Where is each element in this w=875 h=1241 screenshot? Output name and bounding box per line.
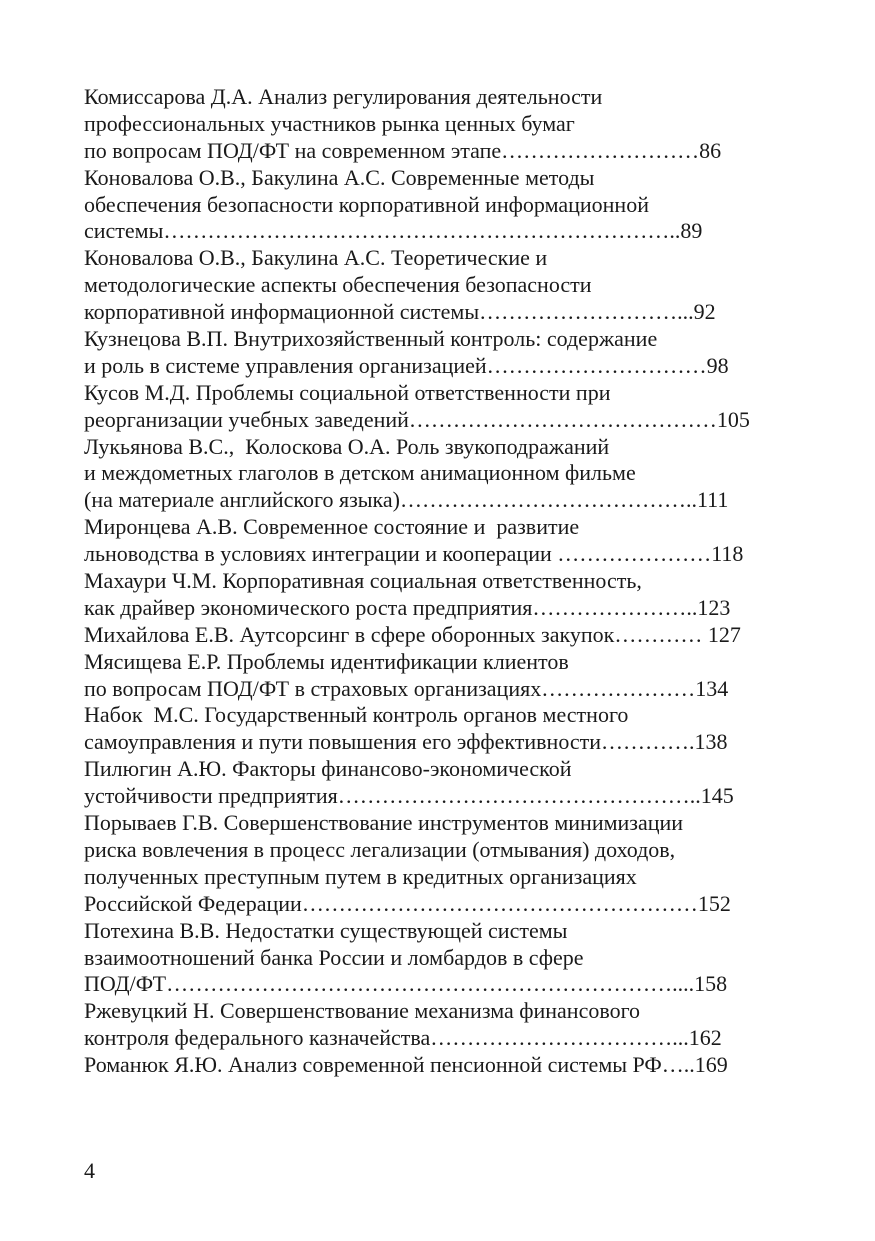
toc-line: Порываев Г.В. Совершенствование инструментов минимизации [84, 810, 684, 836]
toc-entry [84, 514, 776, 568]
toc-line: Коновалова О.В., Бакулина А.С. Теоретические и [84, 245, 548, 271]
toc-line: Кусов М.Д. Проблемы социальной ответственности при [84, 379, 611, 405]
toc-entry [84, 84, 776, 165]
toc-entry [84, 326, 776, 380]
toc-line: профессиональных участников рынка ценных бумаг [84, 110, 575, 136]
toc-line: Комиссарова Д.А. Анализ регулирования деятельности [84, 84, 603, 109]
toc-line: реорганизации учебных заведений……………………………………105 [84, 406, 750, 432]
toc-line: Миронцева А.В. Современное состояние и развитие [84, 514, 580, 540]
toc-line: Кузнецова В.П. Внутрихозяйственный контроль: содержание [84, 326, 658, 352]
toc-entry [84, 165, 776, 246]
toc-line: методологические аспекты обеспечения безопасности [84, 272, 592, 298]
toc-line: Ржевуцкий Н. Совершенствование механизма финансового [84, 998, 641, 1024]
toc-line: Мясищева Е.Р. Проблемы идентификации клиентов [84, 648, 569, 674]
page-number: 4 [84, 1158, 95, 1183]
toc-entry [84, 998, 776, 1052]
toc-entry [84, 568, 776, 622]
toc-line: Михайлова Е.В. Аутсорсинг в сфере оборонных закупок………… 127 [84, 621, 741, 647]
toc-line: Лукьянова В.С., Колоскова О.А. Роль звукоподражаний [84, 433, 610, 459]
toc-line: Коновалова О.В., Бакулина А.С. Современные методы [84, 164, 595, 190]
toc-entry [84, 810, 776, 918]
toc-line: Махаури Ч.М. Корпоративная социальная ответственность, [84, 568, 642, 594]
toc-line: как драйвер экономического роста предприятия…………………..123 [84, 594, 731, 620]
toc-entry [84, 622, 776, 649]
toc-entry [84, 702, 776, 756]
toc-line: риска вовлечения в процесс легализации (отмывания) доходов, [84, 836, 676, 862]
toc-entry [84, 756, 776, 810]
toc-line: системы……………………………………………………………..89 [84, 218, 703, 244]
toc-line: обеспечения безопасности корпоративной информационной [84, 191, 649, 217]
toc-line: льноводства в условиях интеграции и кооперации …………………118 [84, 541, 744, 567]
toc-line: Потехина В.В. Недостатки существующей системы [84, 917, 568, 943]
toc-line: устойчивости предприятия…………………………………………..145 [84, 783, 734, 809]
toc-line: корпоративной информационной системы………………………...92 [84, 299, 716, 325]
toc-line: по вопросам ПОД/ФТ в страховых организациях…………………134 [84, 675, 729, 701]
table-of-contents [84, 84, 776, 1079]
toc-line: и междометных глаголов в детском анимационном фильме [84, 460, 636, 486]
toc-line: ПОД/ФТ……………………………………………………………....158 [84, 971, 728, 997]
toc-line: Пилюгин А.Ю. Факторы финансово-экономической [84, 756, 572, 782]
toc-line: (на материале английского языка)…………………………………..111 [84, 487, 729, 513]
toc-line: и роль в системе управления организацией…………………………98 [84, 352, 729, 378]
toc-entry [84, 649, 776, 703]
toc-entry [84, 1052, 776, 1079]
toc-line: Российской Федерации………………………………………………152 [84, 890, 731, 916]
toc-line: контроля федерального казначейства……………………………...162 [84, 1025, 722, 1051]
toc-line: по вопросам ПОД/ФТ на современном этапе………………………86 [84, 137, 722, 163]
toc-entry [84, 245, 776, 326]
toc-line: Романюк Я.Ю. Анализ современной пенсионной системы РФ…..169 [84, 1052, 728, 1078]
toc-line: Набок М.С. Государственный контроль органов местного [84, 702, 629, 728]
toc-entry [84, 918, 776, 999]
toc-line: самоуправления и пути повышения его эффективности………….138 [84, 729, 728, 755]
toc-entry [84, 434, 776, 515]
toc-line: взаимоотношений банка России и ломбардов в сфере [84, 944, 584, 970]
toc-line: полученных преступным путем в кредитных организациях [84, 863, 637, 889]
toc-entry [84, 380, 776, 434]
